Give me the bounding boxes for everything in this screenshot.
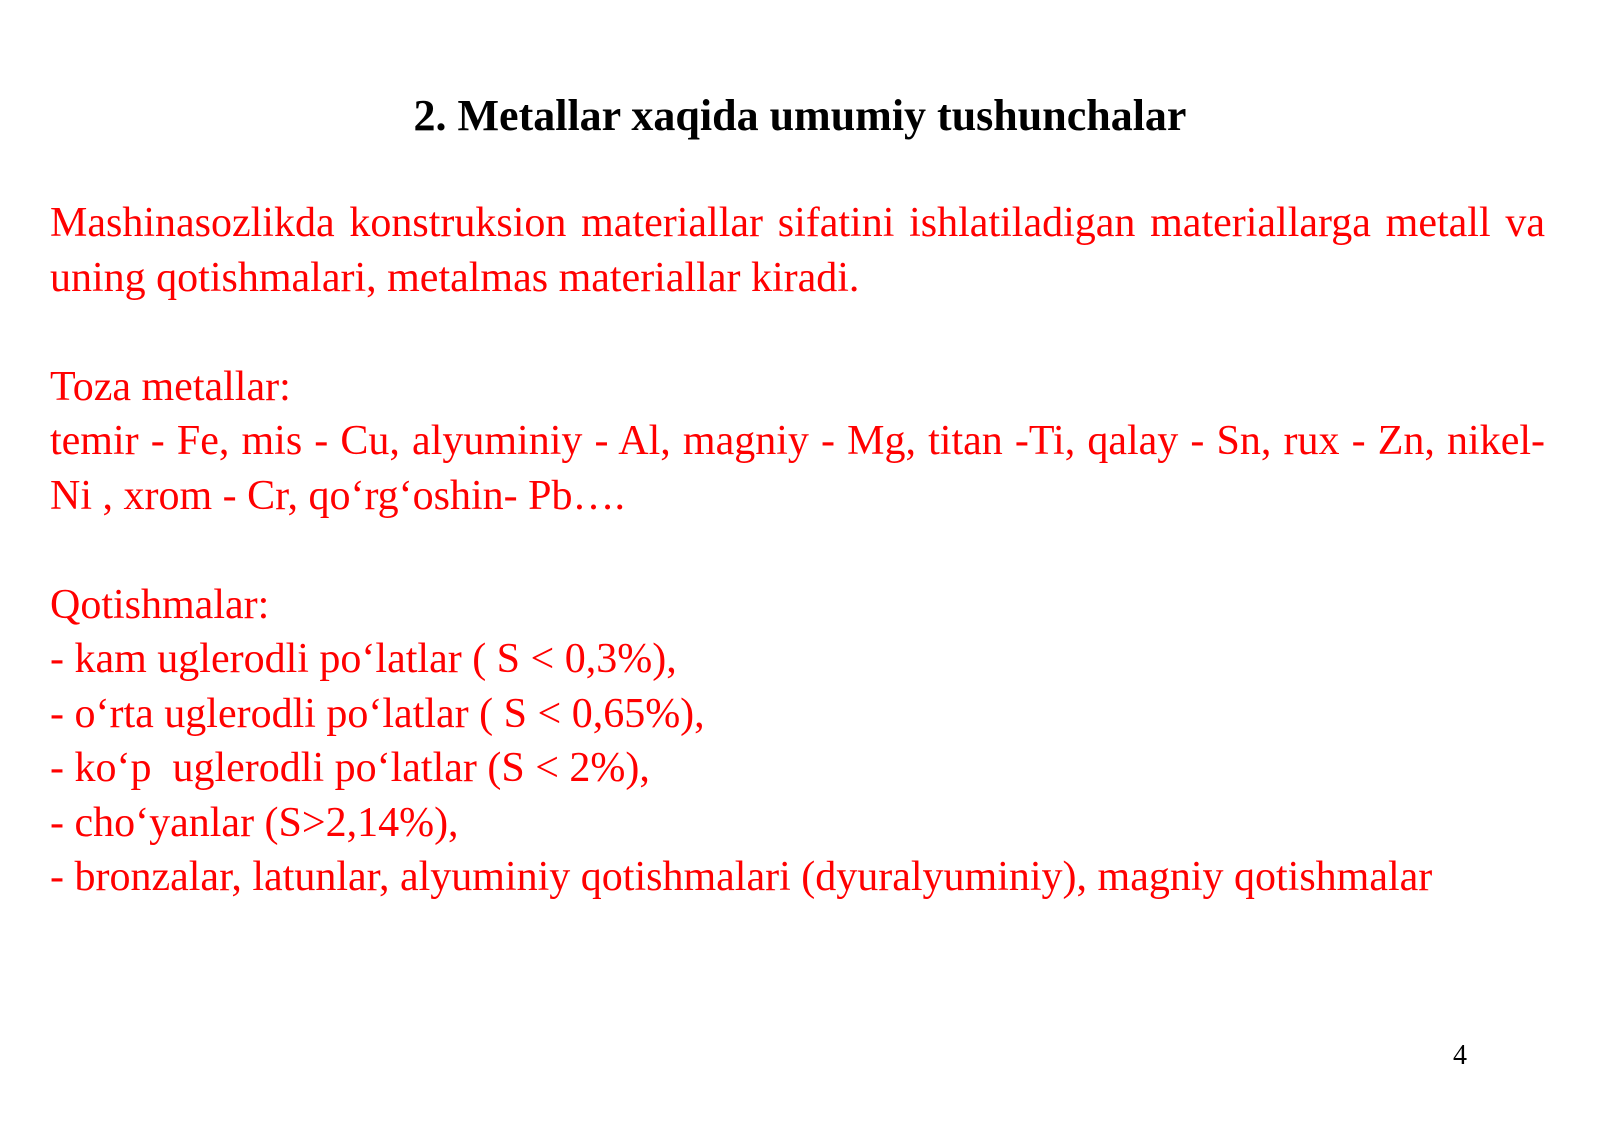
- alloy-item: - bronzalar, latunlar, alyuminiy qotishmalari (dyuralyuminiy), magniy qotishmalar: [50, 854, 1433, 900]
- slide-body: [50, 196, 1545, 905]
- pure-metals-list: temir - Fe, mis - Cu, alyuminiy - Al, magniy - Mg, titan -Ti, qalay - Sn, rux - Zn, nikel- Ni , xrom - Cr, qo‘rg‘oshin- Pb….: [50, 418, 1545, 519]
- alloy-item: - kam uglerodli po‘latlar ( S < 0,3%),: [50, 636, 677, 682]
- slide-title: 2. Metallar xaqida umumiy tushunchalar: [413, 91, 1187, 140]
- alloy-item: - ko‘p uglerodli po‘latlar (S < 2%),: [50, 745, 650, 791]
- paragraph-spacer: [50, 523, 1545, 578]
- alloys-heading: Qotishmalar:: [50, 581, 270, 628]
- alloy-item: - o‘rta uglerodli po‘latlar ( S < 0,65%),: [50, 690, 705, 737]
- pure-metals-heading: Toza metallar:: [50, 363, 291, 410]
- intro-paragraph: Mashinasozlikda konstruksion materiallar sifatini ishlatiladigan materiallarga metall va uning qotishmalari, metalmas materiallar kiradi.: [50, 200, 1545, 301]
- alloy-item: - cho‘yanlar (S>2,14%),: [50, 799, 459, 846]
- paragraph-spacer: [50, 305, 1545, 360]
- page-number: 4: [1453, 1040, 1467, 1071]
